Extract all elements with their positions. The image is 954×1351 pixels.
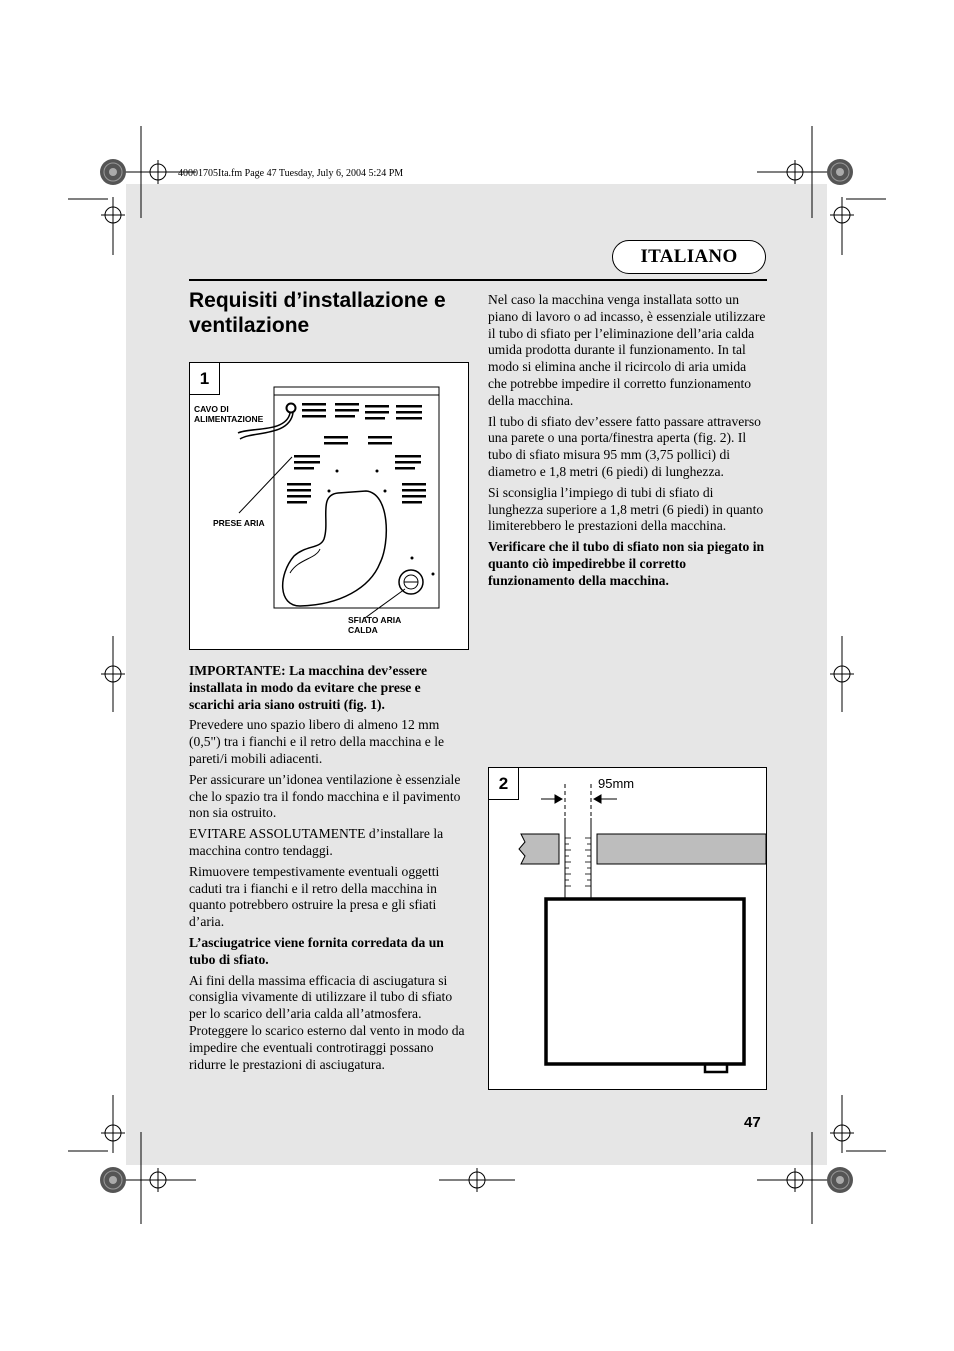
kink-warning: Verificare che il tubo di sfiato non sia piegato in quanto ciò impedirebbe il corretto funzionamento della macchina. (488, 539, 765, 588)
built-in-paragraph: Nel caso la macchina venga installata sotto un piano di lavoro o ad incasso, è essenziale utilizzare il tubo di sfiato per l’eliminazione dell’aria calda umida prodotta durante il funzionamento. In tal modo si elimina anche il ricircolo di aria umida che potrebbe impedire il corretto funzionamento della macchina. (488, 292, 766, 408)
star-target-bl (100, 1167, 126, 1193)
clearance-paragraph: Prevedere uno spazio libero di almeno 12 mm (0,5") tra i fianchi e il retro della macchina e le pareti/i mobili adiacenti. (189, 717, 445, 766)
vent-routing-paragraph: Il tubo di sfiato dev’essere fatto passare attraverso una parete o una porta/finestra aperta (fig. 2). Il tubo di sfiato misura 95 mm (3,75 pollici) di diametro e 1,8 metri (6 piedi) di lunghezza. (488, 413, 761, 479)
file-info: 40001705Ita.fm Page 47 Tuesday, July 6, 2004 5:24 PM (178, 168, 404, 179)
star-target-tr (827, 159, 853, 185)
target-tr (757, 160, 833, 184)
ventilation-paragraph: Per assicurare un’idonea ventilazione è essenziale che lo spazio tra il fondo macchina e il pavimento non sia ostruito. (189, 771, 461, 821)
length-advice-paragraph: Si sconsiglia l’impiego di tubi di sfiato di lunghezza superiore a 1,8 metri (6 piedi) in quanto limiterebbero le prestazioni della macchina. (488, 484, 764, 534)
air-intakes-label: PRESE ARIA (213, 518, 265, 528)
figure-1 (189, 362, 469, 650)
page-number: 47 (744, 1114, 761, 1131)
star-target-tl (100, 159, 126, 185)
left-column (189, 663, 467, 1077)
right-column (488, 292, 766, 594)
vent-installation-illustration (489, 768, 766, 1089)
curtains-warning: EVITARE ASSOLUTAMENTE d’installare la macchina contro tendaggi. (189, 826, 444, 858)
star-target-br (827, 1167, 853, 1193)
efficiency-paragraph: Ai fini della massima efficacia di asciugatura si consiglia vivamente di utilizzare il tubo di sfiato per lo scarico dell’aria calda all’atmosfera. Proteggere lo scarico esterno dal vento in modo da impedire che eventuali controtiraggi possano ridurre le prestazioni di asciugatura. (189, 972, 465, 1072)
vent-hose-supplied-note: L’asciugatrice viene fornita corredata da un tubo di sfiato. (189, 934, 444, 967)
cable-label: CAVO DI ALIMENTAZIONE (194, 404, 264, 424)
figure-2-number: 2 (489, 768, 519, 800)
hot-air-exhaust-label: SFIATO ARIA CALDA (348, 615, 401, 635)
important-note: IMPORTANTE: La macchina dev’essere installata in modo da evitare che prese e scarichi aria siano ostruiti (fig. 1). (189, 663, 428, 712)
header-rule (189, 279, 767, 281)
figure-2 (488, 767, 767, 1090)
figure-1-number: 1 (190, 363, 220, 395)
remove-objects-paragraph: Rimuovere tempestivamente eventuali oggetti caduti tra i fianchi e il retro della macchina in quanto potrebbero ostruire la presa e gli sfiati d’aria. (189, 863, 440, 930)
language-badge: ITALIANO (612, 240, 766, 274)
section-title: Requisiti d’installazione e ventilazione (189, 289, 446, 337)
pipe-diameter-label: 95mm (598, 776, 635, 791)
